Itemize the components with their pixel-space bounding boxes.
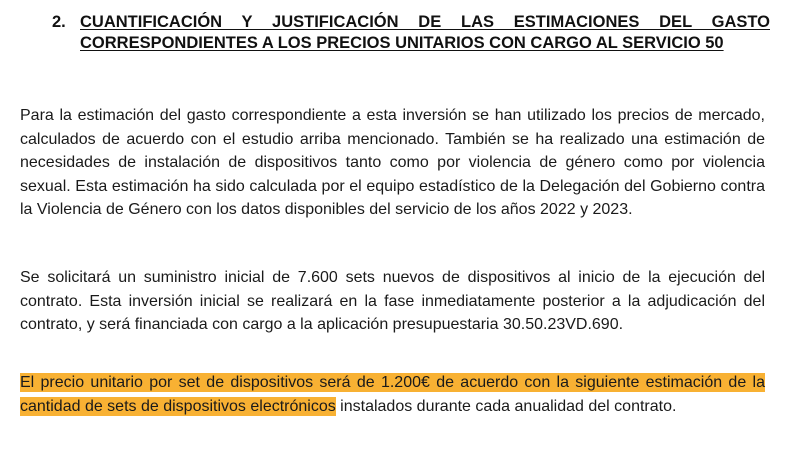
section-number: 2. <box>52 13 66 31</box>
paragraph-initial-supply: Se solicitará un suministro inicial de 7.600 sets nuevos de dispositivos al inicio de la ejecución del contrato. Esta inversión inicial se realizará en la fase inmediatamente posterior a la adjudicación del contrato, y será financiada con cargo a la aplicación presupuestaria 30.50.23VD.690. <box>20 269 765 333</box>
paragraph-unit-price <box>20 371 765 418</box>
paragraph-estimation-method: Para la estimación del gasto correspondiente a esta inversión se han utilizado los precios de mercado, calculados de acuerdo con el estudio arriba mencionado. También se ha realizado una estimación de necesidades de instalación de dispositivos tanto como por violencia de género como por violencia sexual. Esta estimación ha sido calculada por el equipo estadístico de la Delegación del Gobierno contra la Violencia de Género con los datos disponibles del servicio de los años 2022 y 2023. <box>20 107 765 218</box>
highlighted-unit-price-text: El precio unitario por set de dispositivos será de 1.200€ de acuerdo con la siguiente estimación de la cantidad de sets de dispositivos electrónicos <box>20 374 765 415</box>
unit-price-text-rest: instalados durante cada anualidad del contrato. <box>335 397 677 415</box>
section-title: CUANTIFICACIÓN Y JUSTIFICACIÓN DE LAS ESTIMACIONES DEL GASTO CORRESPONDIENTES A LOS PRECIOS UNITARIOS CON CARGO AL SERVICIO 50 <box>80 13 770 52</box>
